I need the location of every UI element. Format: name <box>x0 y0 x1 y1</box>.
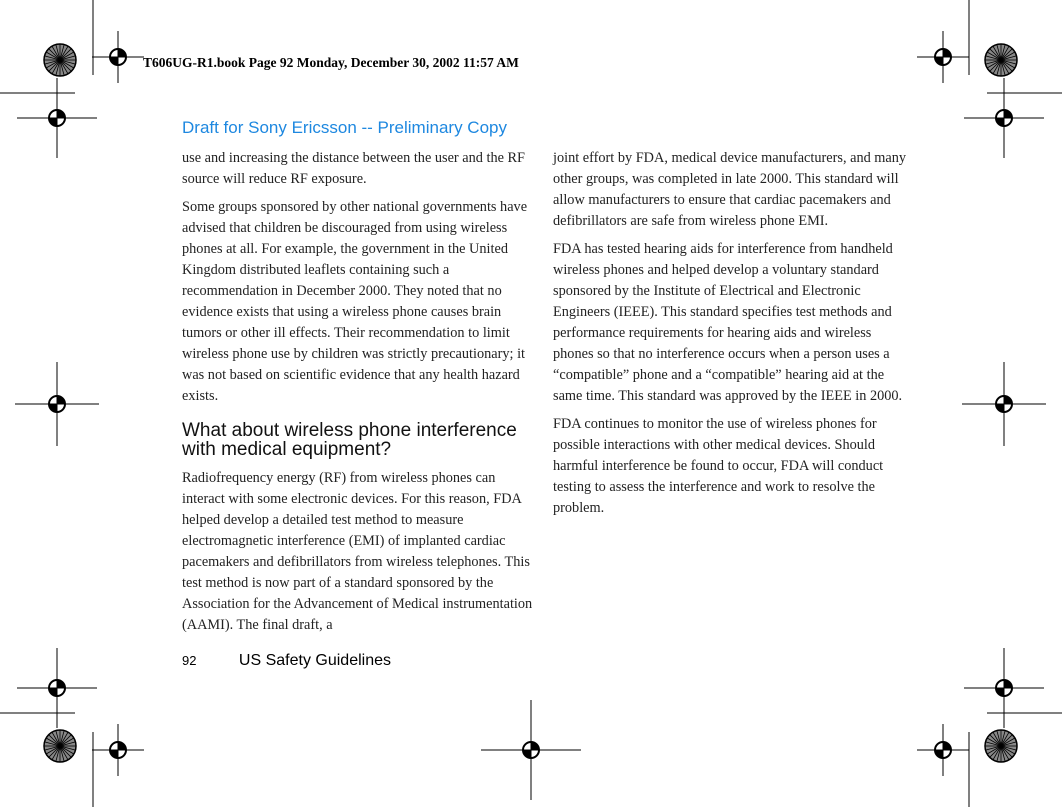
left-column <box>182 148 538 643</box>
registration-target-icon <box>917 724 969 776</box>
starburst-mark-icon <box>44 730 76 762</box>
left-paragraph-2: Some groups sponsored by other national governments have advised that children be discouraged from using wireless phones at all. For example, the government in the United Kingdom distributed leaflets containing such a recommendation in December 2000. They noted that no evidence exists that using a wireless phone causes brain tumors or other ill effects. Their recommendation to limit wireless phone use by children was strictly precautionary; it was not based on scientific evidence that any health hazard exists. <box>182 199 528 404</box>
starburst-mark-icon <box>985 44 1017 76</box>
registration-target-icon <box>917 31 969 83</box>
section-heading: What about wireless phone interference with medical equipment? <box>182 420 517 460</box>
registration-target-icon <box>92 724 144 776</box>
registration-target-icon <box>15 362 99 446</box>
book-info-line: T606UG-R1.book Page 92 Monday, December 30, 2002 11:57 AM <box>143 55 519 70</box>
footer-section-title: US Safety Guidelines <box>238 652 391 669</box>
registration-target-icon <box>962 362 1046 446</box>
registration-target-icon <box>964 78 1044 158</box>
registration-target-icon <box>17 78 97 158</box>
draft-notice: Draft for Sony Ericsson -- Preliminary Copy <box>182 118 507 137</box>
registration-target-icon <box>17 648 97 728</box>
right-paragraph-2: FDA has tested hearing aids for interference from handheld wireless phones and helped develop a voluntary standard sponsored by the Institute of Electrical and Electronic Engineers (IEEE). This standard specifies test methods and performance requirements for hearing aids and wireless phones so that no interference occurs when a person uses a “compatible” phone and a “compatible” hearing aid at the same time. This standard was approved by the IEEE in 2000. <box>553 241 903 404</box>
right-paragraph-1: joint effort by FDA, medical device manufacturers, and many other groups, was completed in late 2000. This standard will allow manufacturers to ensure that cardiac pacemakers and defibrillators are safe from wireless phone EMI. <box>553 150 907 229</box>
left-paragraph-3: Radiofrequency energy (RF) from wireless phones can interact with some electronic devices. For this reason, FDA helped develop a detailed test method to measure electromagnetic interference (EMI) of implanted cardiac pacemakers and defibrillators from wireless telephones. This test method is now part of a standard sponsored by the Association for the Advancement of Medical instrumentation (AAMI). The final draft, a <box>182 470 533 633</box>
registration-target-icon <box>481 700 581 800</box>
registration-target-icon <box>92 31 144 83</box>
starburst-mark-icon <box>985 730 1017 762</box>
left-paragraph-1: use and increasing the distance between the user and the RF source will reduce RF exposure. <box>182 150 526 187</box>
page-number: 92 <box>182 653 197 668</box>
starburst-mark-icon <box>44 44 76 76</box>
page-footer <box>182 652 391 670</box>
registration-target-icon <box>964 648 1044 728</box>
right-column <box>553 148 909 526</box>
right-paragraph-3: FDA continues to monitor the use of wireless phones for possible interactions with other medical devices. Should harmful interference be found to occur, FDA will conduct testing to assess the interference and work to resolve the problem. <box>553 416 884 516</box>
